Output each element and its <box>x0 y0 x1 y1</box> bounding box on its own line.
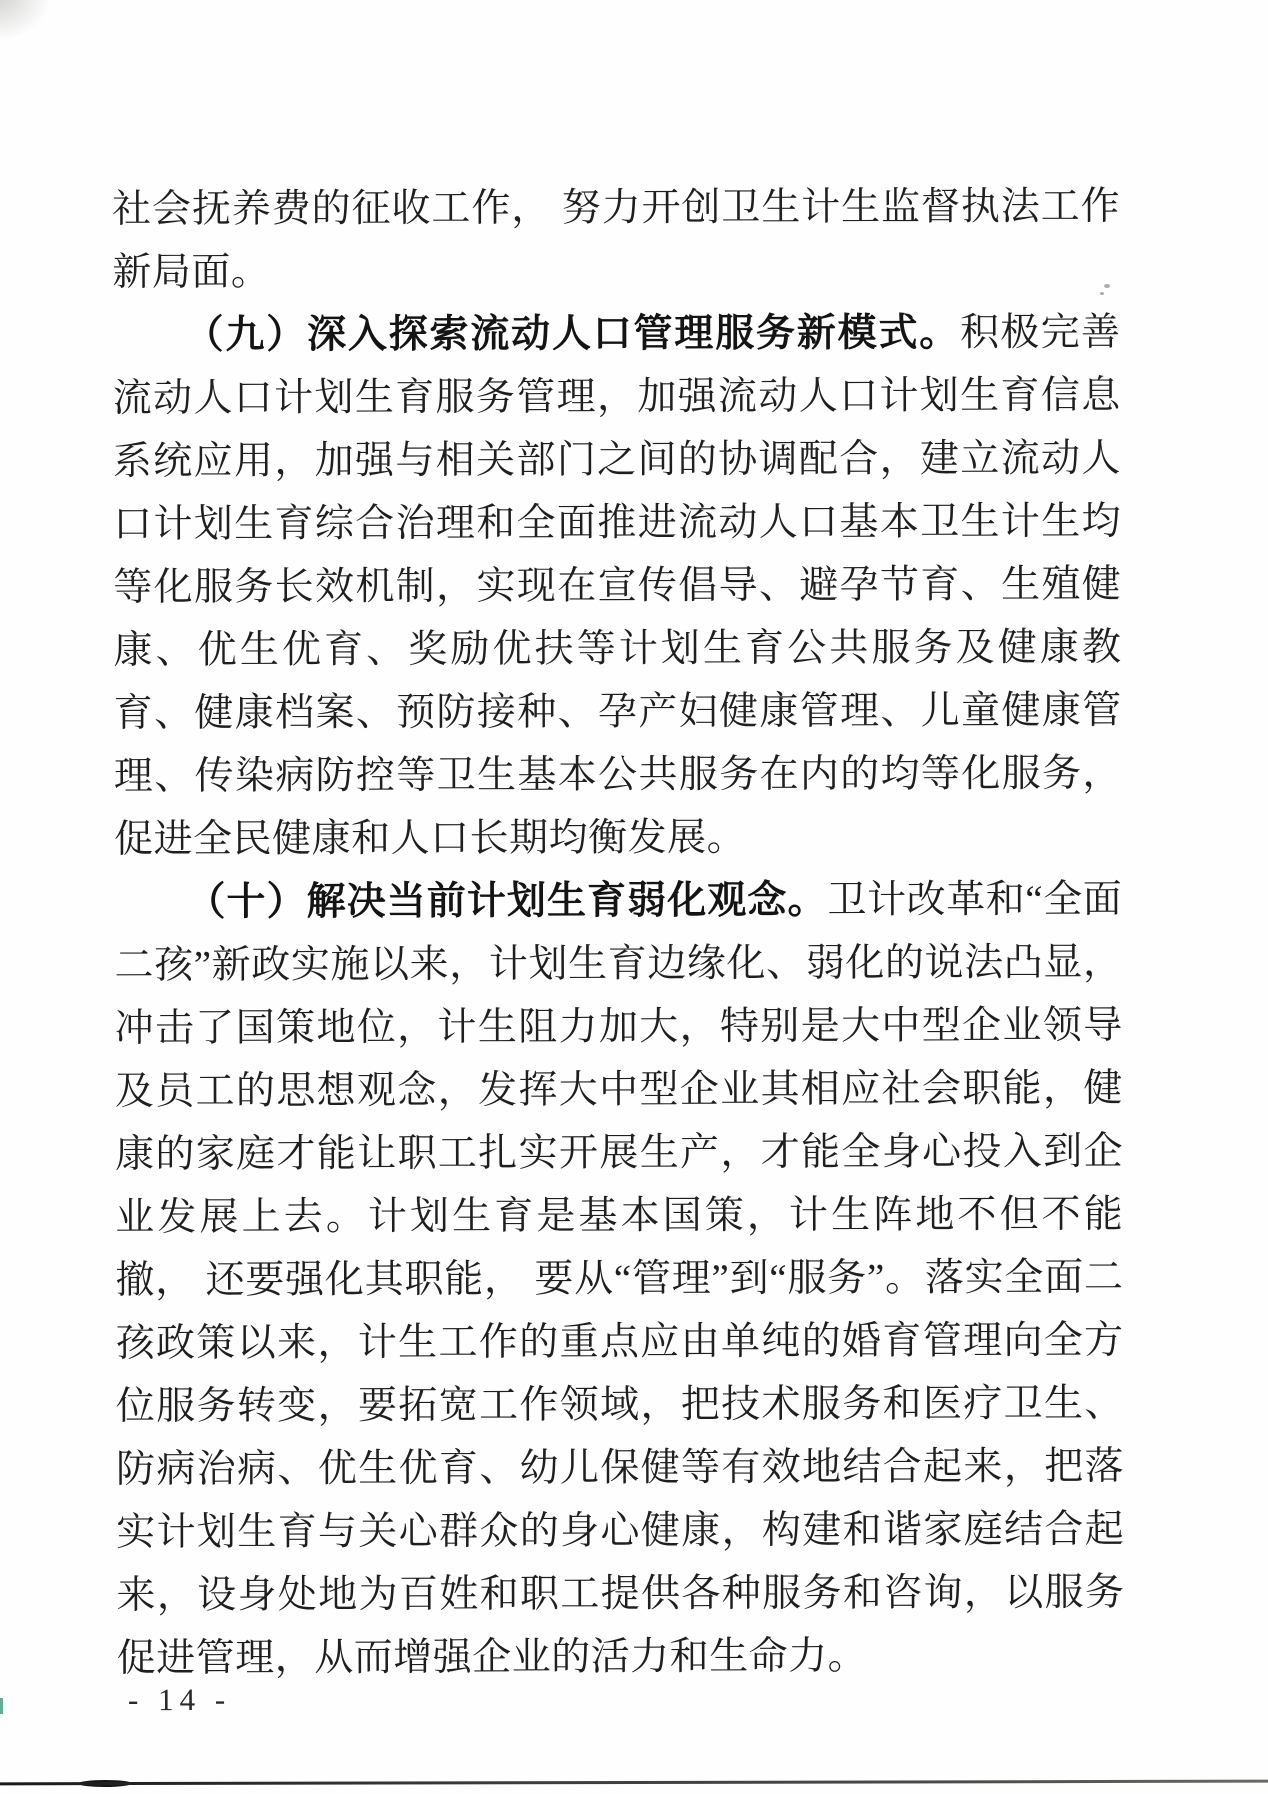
section-heading-10: （十）解决当前计划生育弱化观念。 <box>186 878 828 924</box>
paragraph-text: 积极完善流动人口计划生育服务管理，加强流动人口计划生育信息系统应用，加强与相关部门之间的协调配合，建立流动人口计划生育综合治理和全面推进流动人口基本卫生计生均等化服务长效机制，实现在宣传倡导、避孕节育、生殖健康、优生优育、奖励优扶等计划生育公共服务及健康教育、健康档案、预防接种、孕产妇健康管理、儿童健康管理、传染病防控等卫生基本公共服务在内的均等化服务，促进全民健康和人口长期均衡发展。 <box>112 310 1122 861</box>
scan-edge-line <box>0 1780 1268 1786</box>
document-body <box>112 175 1125 1690</box>
section-heading-9: （九）深入探索流动人口管理服务新模式。 <box>184 311 961 357</box>
scan-speck <box>1100 292 1104 295</box>
scan-edge-artifact <box>0 1698 3 1714</box>
paragraph-text: 卫计改革和“全面二孩”新政实施以来，计划生育边缘化、弱化的说法凸显，冲击了国策地位，计生阻力加大，特别是大中型企业领导及员工的思想观念，发挥大中型企业其相应社会职能，健康的家庭才能让职工扎实开展生产，才能全身心投入到企业发展上去。计划生育是基本国策，计生阵地不但不能撤， 还要强化其职能， 要从“管理”到“服务”。落实全面二孩政策以来，计生工作的重点应由单纯的婚育管理向全方位服务转变，要拓宽工作领域，把技术服务和医疗卫生、防病治病、优生优育、幼儿保健等有效地结合起来，把落实计划生育与关心群众的身心健康，构建和谐家庭结合起来，设身处地为百姓和职工提供各种服务和咨询，以服务促进管理，从而增强企业的活力和生命力。 <box>114 877 1125 1680</box>
page-number: - 14 - <box>127 1681 232 1718</box>
paragraph-text: 社会抚养费的征收工作， 努力开创卫生计生监督执法工作新局面。 <box>112 184 1121 294</box>
scan-speck <box>1104 284 1110 288</box>
paragraph-continuation <box>112 175 1120 304</box>
scan-smudge <box>0 0 52 42</box>
paragraph-section-9 <box>112 301 1122 871</box>
paragraph-section-10 <box>114 868 1125 1690</box>
